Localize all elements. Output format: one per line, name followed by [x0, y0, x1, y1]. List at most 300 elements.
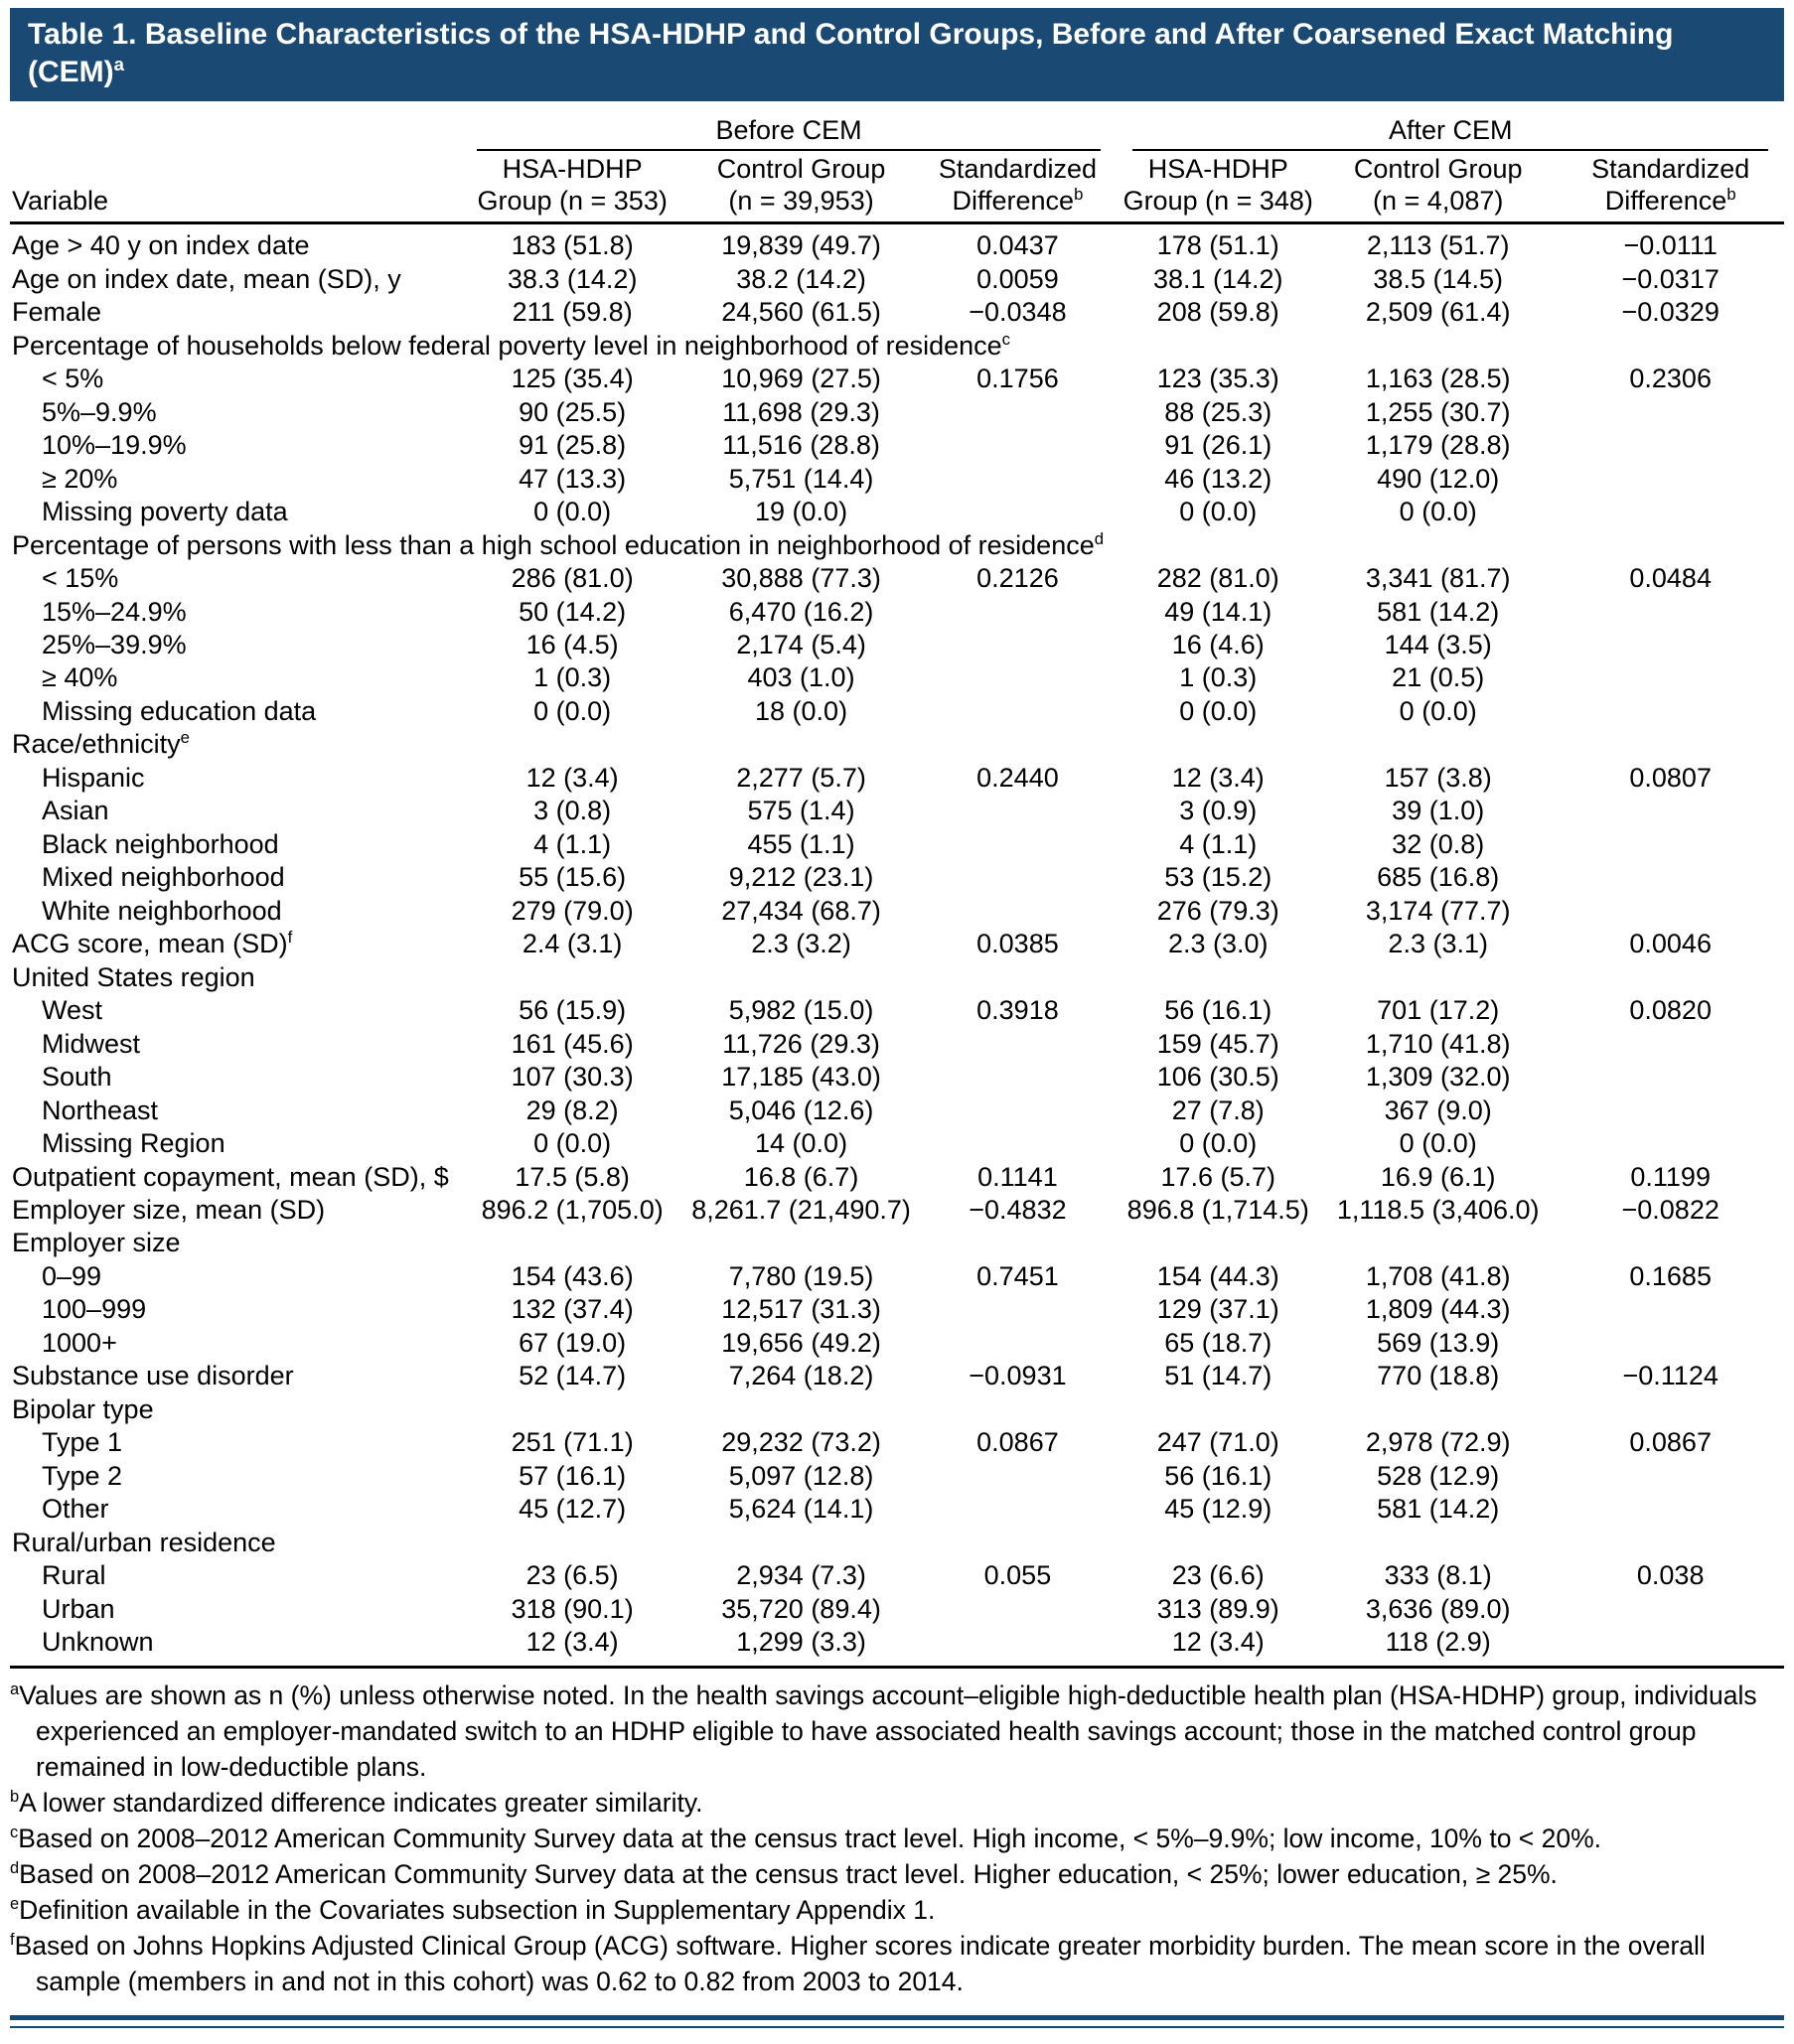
- table-row: [10, 296, 1784, 329]
- variable-cell: 25%–39.9%: [42, 630, 187, 659]
- value-cell: 4 (1.1): [1179, 828, 1258, 859]
- header-line: Control Group: [1353, 153, 1523, 184]
- footnote-marker: c: [1001, 329, 1011, 349]
- table-row: [10, 1161, 1784, 1194]
- value-cell: 0 (0.0): [1179, 695, 1258, 726]
- col-header-hsa-hdhp-after: [1117, 151, 1319, 223]
- value-cell: [1557, 1493, 1784, 1526]
- value-cell: 17.5 (5.8): [515, 1161, 630, 1192]
- table-row: [10, 596, 1784, 629]
- variable-cell: ≥ 20%: [42, 463, 118, 494]
- value-cell: 247 (71.0): [1156, 1427, 1279, 1458]
- table-row: [10, 762, 1784, 795]
- value-cell: 129 (37.1): [1156, 1294, 1279, 1325]
- value-cell: 2,113 (51.7): [1366, 230, 1510, 261]
- value-cell: 35,720 (89.4): [721, 1593, 881, 1624]
- value-cell: 106 (30.5): [1156, 1062, 1279, 1093]
- variable-cell: Female: [12, 297, 102, 328]
- header-line: HSA-HDHP: [1147, 153, 1288, 184]
- footnote: $^a$Values are shown as n (%) unless otherwise noted. In the health savings account–eligible high-deductible health plan (HSA-HDHP) group, individuals experienced an employer-mandated switch to an HDHP eligible to have associated health savings account; those in the matched control group remained in low-deductible plans.: [10, 1679, 1757, 1782]
- value-cell: 125 (35.4): [511, 364, 634, 394]
- value-cell: 4 (1.1): [533, 828, 612, 859]
- variable-cell: Age > 40 y on index date: [12, 230, 310, 261]
- value-cell: 2.3 (3.1): [1388, 929, 1488, 959]
- table-row: [10, 1327, 1784, 1360]
- variable-cell: 15%–24.9%: [42, 596, 187, 627]
- table-row: [10, 396, 1784, 429]
- variable-cell: 100–999: [42, 1294, 147, 1325]
- footnote-marker: e: [10, 1894, 20, 1913]
- value-cell: 7,780 (19.5): [728, 1260, 874, 1291]
- table-row: [10, 1028, 1784, 1061]
- value-cell: 0.7451: [976, 1260, 1059, 1291]
- value-cell: 5,982 (15.0): [728, 995, 874, 1026]
- value-cell: 0.0820: [1629, 995, 1712, 1026]
- value-cell: 367 (9.0): [1384, 1095, 1492, 1125]
- value-cell: [1557, 596, 1784, 629]
- value-cell: [918, 396, 1117, 429]
- variable-cell: Urban: [42, 1593, 115, 1624]
- value-cell: [1557, 861, 1784, 894]
- header-line: Standardized: [1591, 153, 1750, 184]
- variable-cell: Outpatient copayment, mean (SD), $: [12, 1161, 449, 1192]
- header-line: Standardized: [938, 153, 1097, 184]
- value-cell: [918, 861, 1117, 894]
- value-cell: 12 (3.4): [1171, 762, 1265, 793]
- table-title: Table 1. Baseline Characteristics of the HSA-HDHP and Control Groups, Before and After Coarsened Exact Matching (CEM): [28, 18, 1674, 88]
- value-cell: 38.1 (14.2): [1152, 263, 1283, 294]
- value-cell: 0 (0.0): [1399, 497, 1477, 527]
- value-cell: 1 (0.3): [533, 662, 612, 693]
- col-header-control-before: [684, 151, 919, 223]
- value-cell: 0 (0.0): [533, 695, 612, 726]
- value-cell: [918, 895, 1117, 928]
- col-header-std-diff-after: [1557, 151, 1784, 223]
- value-cell: [1557, 1593, 1784, 1626]
- value-cell: [1557, 695, 1784, 728]
- table-row: [10, 1095, 1784, 1127]
- value-cell: 0.038: [1636, 1560, 1705, 1591]
- table-row: [10, 928, 1784, 960]
- value-cell: 11,698 (29.3): [722, 396, 880, 427]
- value-cell: 0.055: [983, 1560, 1052, 1591]
- value-cell: [918, 1095, 1117, 1127]
- value-cell: [1557, 396, 1784, 429]
- value-cell: [1557, 1293, 1784, 1326]
- variable-cell: Missing poverty data: [42, 497, 288, 527]
- value-cell: −0.0329: [1621, 297, 1719, 328]
- footnote-marker: f: [10, 1930, 15, 1949]
- value-cell: 29 (8.2): [525, 1095, 619, 1125]
- value-cell: 0 (0.0): [1399, 1128, 1477, 1159]
- value-cell: 3,174 (77.7): [1365, 895, 1511, 926]
- section-row: [10, 330, 1784, 363]
- value-cell: [1557, 496, 1784, 528]
- footnote-marker: b: [1074, 184, 1084, 204]
- value-cell: 896.8 (1,714.5): [1126, 1194, 1309, 1225]
- value-cell: 1,118.5 (3,406.0): [1336, 1194, 1540, 1225]
- footnote: $^c$Based on 2008–2012 American Community Survey data at the census tract level. High income, < 5%–9.9%; low income, 10% to < 20%.: [10, 1823, 1602, 1853]
- variable-cell: Missing education data: [42, 695, 317, 726]
- variable-cell: 0–99: [42, 1260, 102, 1291]
- variable-cell: 5%–9.9%: [42, 396, 157, 427]
- value-cell: [1557, 429, 1784, 462]
- value-cell: [918, 1061, 1117, 1094]
- value-cell: 12 (3.4): [1171, 1627, 1265, 1658]
- header-line: (n = 4,087): [1373, 185, 1504, 216]
- footnote-marker: a: [10, 1679, 20, 1698]
- value-cell: 0 (0.0): [1179, 497, 1258, 527]
- table-row: [10, 429, 1784, 462]
- value-cell: 32 (0.8): [1392, 828, 1485, 859]
- value-cell: 10,969 (27.5): [721, 364, 881, 394]
- footnote-marker: b: [10, 1787, 20, 1806]
- value-cell: 178 (51.1): [1156, 230, 1279, 261]
- value-cell: 1,179 (28.8): [1365, 430, 1511, 461]
- value-cell: [918, 1293, 1117, 1326]
- table-row: [10, 1493, 1784, 1526]
- value-cell: 1 (0.3): [1179, 662, 1258, 693]
- value-cell: [1557, 1127, 1784, 1160]
- variable-cell: Asian: [42, 796, 109, 826]
- value-cell: 1,809 (44.3): [1365, 1294, 1511, 1325]
- variable-cell: Rural: [42, 1560, 106, 1591]
- baseline-characteristics-table: [10, 113, 1784, 1666]
- value-cell: 0.1756: [976, 364, 1059, 394]
- value-cell: 52 (14.7): [519, 1361, 627, 1391]
- value-cell: 211 (59.8): [512, 297, 633, 328]
- value-cell: 490 (12.0): [1377, 463, 1500, 494]
- value-cell: [918, 1493, 1117, 1526]
- value-cell: [1557, 463, 1784, 496]
- value-cell: 0.0385: [976, 929, 1059, 959]
- value-cell: 49 (14.1): [1164, 596, 1272, 627]
- col-header-control-after: [1319, 151, 1557, 223]
- value-cell: 3,636 (89.0): [1365, 1593, 1511, 1624]
- variable-cell: < 5%: [42, 364, 104, 394]
- value-cell: 251 (71.1): [511, 1427, 634, 1458]
- footnote-marker: d: [1094, 528, 1105, 548]
- value-cell: 161 (45.6): [511, 1028, 634, 1059]
- value-cell: 3 (0.8): [533, 796, 612, 826]
- section-row: [10, 728, 1784, 761]
- value-cell: 1,309 (32.0): [1365, 1062, 1511, 1093]
- table-row: [10, 363, 1784, 395]
- value-cell: 569 (13.9): [1377, 1327, 1500, 1358]
- table-row: [10, 1426, 1784, 1459]
- value-cell: 53 (15.2): [1164, 862, 1272, 893]
- value-cell: 50 (14.2): [519, 596, 627, 627]
- table-row: [10, 661, 1784, 694]
- value-cell: 0.0867: [976, 1427, 1059, 1458]
- table-row: [10, 1559, 1784, 1592]
- value-cell: [1557, 828, 1784, 861]
- value-cell: [918, 1593, 1117, 1626]
- value-cell: 3,341 (81.7): [1365, 563, 1511, 594]
- value-cell: 2,509 (61.4): [1365, 297, 1511, 328]
- value-cell: [1557, 1028, 1784, 1061]
- value-cell: 56 (16.1): [1164, 995, 1272, 1026]
- value-cell: 0.2306: [1629, 364, 1712, 394]
- table-body: [10, 223, 1784, 1666]
- value-cell: 0.0484: [1629, 563, 1712, 594]
- table-row: [10, 861, 1784, 894]
- value-cell: 0.3918: [976, 995, 1059, 1026]
- value-cell: [918, 795, 1117, 827]
- value-cell: 5,624 (14.1): [728, 1494, 874, 1525]
- value-cell: 17.6 (5.7): [1160, 1161, 1276, 1192]
- value-cell: 16.8 (6.7): [743, 1161, 859, 1192]
- variable-cell: Mixed neighborhood: [42, 862, 285, 893]
- value-cell: 7,264 (18.2): [728, 1361, 874, 1391]
- value-cell: [918, 1028, 1117, 1061]
- variable-column-header: Variable: [10, 151, 461, 223]
- value-cell: 2.4 (3.1): [522, 929, 623, 959]
- value-cell: 282 (81.0): [1156, 563, 1279, 594]
- value-cell: 313 (89.9): [1156, 1593, 1279, 1624]
- before-cem-label: Before CEM: [477, 115, 1102, 151]
- value-cell: 0 (0.0): [1399, 695, 1477, 726]
- header-line: Group (n = 348): [1122, 185, 1313, 216]
- value-cell: 90 (25.5): [519, 396, 627, 427]
- value-cell: [918, 661, 1117, 694]
- section-label: Rural/urban residence: [12, 1527, 276, 1557]
- value-cell: 154 (44.3): [1156, 1260, 1279, 1291]
- variable-cell: Missing Region: [42, 1128, 225, 1159]
- header-line: Difference: [952, 185, 1075, 216]
- value-cell: 2.3 (3.0): [1167, 929, 1269, 959]
- value-cell: 0.1141: [977, 1161, 1058, 1192]
- value-cell: 46 (13.2): [1164, 463, 1272, 494]
- variable-cell: South: [42, 1062, 112, 1093]
- value-cell: 19,839 (49.7): [721, 230, 881, 261]
- footnote: $^f$Based on Johns Hopkins Adjusted Clinical Group (ACG) software. Higher scores indicate greater morbidity burden. The mean score in the overall sample (members in and not in this cohort) was 0.62 to 0.82 from 2003 to 2014.: [10, 1930, 1706, 1996]
- value-cell: 5,046 (12.6): [728, 1095, 874, 1125]
- variable-cell: Employer size, mean (SD): [12, 1194, 326, 1225]
- header-line: (n = 39,953): [728, 185, 874, 216]
- value-cell: 455 (1.1): [747, 828, 855, 859]
- table-row: [10, 629, 1784, 661]
- footnotes: [10, 1666, 1784, 1999]
- value-cell: 11,726 (29.3): [722, 1028, 880, 1059]
- table-row: [10, 562, 1784, 595]
- section-label: United States region: [12, 961, 255, 992]
- header-line: Difference: [1604, 185, 1727, 216]
- footnote-marker: f: [287, 928, 293, 948]
- table-header: [10, 113, 1784, 223]
- table-row: [10, 828, 1784, 861]
- value-cell: 57 (16.1): [519, 1460, 627, 1491]
- value-cell: 47 (13.3): [519, 463, 627, 494]
- value-cell: 91 (25.8): [519, 430, 627, 461]
- table-row: [10, 695, 1784, 728]
- value-cell: 279 (79.0): [511, 895, 634, 926]
- value-cell: 701 (17.2): [1377, 995, 1500, 1026]
- value-cell: 16 (4.5): [525, 630, 619, 659]
- value-cell: 144 (3.5): [1384, 630, 1492, 659]
- after-cem-group-header: [1117, 113, 1784, 151]
- table-row: [10, 1593, 1784, 1626]
- table-row: [10, 994, 1784, 1027]
- value-cell: 12 (3.4): [525, 762, 619, 793]
- footnote: $^d$Based on 2008–2012 American Community Survey data at the census tract level. Higher education, < 25%; lower education, ≥ 25%.: [10, 1858, 1558, 1889]
- value-cell: 276 (79.3): [1156, 895, 1279, 926]
- section-row: [10, 529, 1784, 562]
- value-cell: −0.0822: [1621, 1194, 1719, 1225]
- value-cell: 19,656 (49.2): [721, 1327, 881, 1358]
- value-cell: [918, 1460, 1117, 1493]
- value-cell: 27,434 (68.7): [721, 895, 881, 926]
- variable-cell: 1000+: [42, 1327, 117, 1358]
- value-cell: [1557, 1095, 1784, 1127]
- value-cell: 17,185 (43.0): [721, 1062, 881, 1093]
- value-cell: [918, 429, 1117, 462]
- table-title-superscript: a: [113, 53, 124, 74]
- variable-cell: Type 1: [42, 1427, 123, 1458]
- value-cell: 528 (12.9): [1377, 1460, 1500, 1491]
- value-cell: [918, 1626, 1117, 1665]
- value-cell: 403 (1.0): [747, 662, 855, 693]
- header-line: Control Group: [716, 153, 886, 184]
- value-cell: 56 (16.1): [1164, 1460, 1272, 1491]
- value-cell: −0.1124: [1622, 1361, 1719, 1391]
- footnote-marker: d: [10, 1858, 20, 1877]
- variable-cell: Black neighborhood: [42, 828, 279, 859]
- variable-cell: 10%–19.9%: [42, 430, 187, 461]
- value-cell: 0.1685: [1629, 1260, 1712, 1291]
- value-cell: −0.0317: [1621, 263, 1719, 294]
- table-row: [10, 1194, 1784, 1227]
- value-cell: 318 (90.1): [511, 1593, 634, 1624]
- value-cell: [918, 496, 1117, 528]
- value-cell: 0.0059: [976, 263, 1059, 294]
- table-row: [10, 1626, 1784, 1665]
- bottom-rule-thin: [10, 2026, 1784, 2028]
- value-cell: 14 (0.0): [755, 1128, 848, 1159]
- value-cell: 0 (0.0): [1179, 1128, 1258, 1159]
- value-cell: [918, 695, 1117, 728]
- value-cell: 333 (8.1): [1384, 1560, 1492, 1591]
- section-row: [10, 1227, 1784, 1259]
- group-header-spacer: [10, 113, 461, 151]
- value-cell: 581 (14.2): [1377, 1494, 1500, 1525]
- value-cell: 2,978 (72.9): [1365, 1427, 1511, 1458]
- table-title-bar: [10, 8, 1784, 101]
- value-cell: −0.4832: [969, 1194, 1067, 1225]
- value-cell: 38.3 (14.2): [507, 263, 638, 294]
- value-cell: 2.3 (3.2): [751, 929, 851, 959]
- value-cell: 16 (4.6): [1171, 630, 1265, 659]
- value-cell: [1557, 795, 1784, 827]
- value-cell: 88 (25.3): [1164, 396, 1272, 427]
- value-cell: 38.5 (14.5): [1373, 263, 1503, 294]
- variable-cell: Unknown: [42, 1627, 154, 1658]
- value-cell: [1557, 1460, 1784, 1493]
- footnote: $^b$A lower standardized difference indicates greater similarity.: [10, 1787, 703, 1818]
- value-cell: 0.2440: [976, 762, 1059, 793]
- value-cell: 19 (0.0): [755, 497, 848, 527]
- value-cell: 3 (0.9): [1179, 796, 1258, 826]
- value-cell: 21 (0.5): [1392, 662, 1485, 693]
- value-cell: 0.2126: [976, 563, 1059, 594]
- value-cell: 2,174 (5.4): [736, 630, 866, 659]
- variable-cell: Substance use disorder: [12, 1361, 294, 1391]
- value-cell: 5,751 (14.4): [728, 463, 874, 494]
- value-cell: 0 (0.0): [533, 497, 612, 527]
- value-cell: 65 (18.7): [1164, 1327, 1272, 1358]
- value-cell: 23 (6.6): [1171, 1560, 1265, 1591]
- value-cell: −0.0348: [969, 297, 1067, 328]
- variable-cell: Age on index date, mean (SD), y: [12, 263, 401, 294]
- value-cell: 123 (35.3): [1156, 364, 1279, 394]
- value-cell: 55 (15.6): [519, 862, 627, 893]
- value-cell: 51 (14.7): [1164, 1361, 1272, 1391]
- value-cell: [918, 1127, 1117, 1160]
- bottom-rule-thick: [10, 2015, 1784, 2020]
- value-cell: −0.0111: [1623, 230, 1718, 261]
- value-cell: 118 (2.9): [1385, 1627, 1491, 1658]
- value-cell: [1557, 895, 1784, 928]
- value-cell: 159 (45.7): [1156, 1028, 1279, 1059]
- value-cell: [1557, 661, 1784, 694]
- value-cell: 107 (30.3): [511, 1062, 634, 1093]
- value-cell: 5,097 (12.8): [728, 1460, 874, 1491]
- value-cell: 45 (12.9): [1164, 1494, 1272, 1525]
- value-cell: 208 (59.8): [1156, 297, 1279, 328]
- variable-cell: ACG score, mean (SD)$^f$: [12, 928, 293, 959]
- column-header-row: [10, 151, 1784, 223]
- table-row: [10, 463, 1784, 496]
- value-cell: 575 (1.4): [747, 796, 855, 826]
- variable-cell: Northeast: [42, 1095, 159, 1125]
- value-cell: 6,470 (16.2): [728, 596, 874, 627]
- value-cell: 11,516 (28.8): [722, 430, 880, 461]
- variable-cell: Hispanic: [42, 762, 145, 793]
- table-row: [10, 223, 1784, 263]
- footnote-marker: b: [1726, 184, 1736, 204]
- value-cell: 30,888 (77.3): [721, 563, 881, 594]
- value-cell: 896.2 (1,705.0): [481, 1194, 664, 1225]
- value-cell: 38.2 (14.2): [736, 263, 866, 294]
- value-cell: 0.0437: [976, 230, 1059, 261]
- value-cell: 581 (14.2): [1377, 596, 1500, 627]
- value-cell: 2,934 (7.3): [736, 1560, 866, 1591]
- table-row: [10, 1293, 1784, 1326]
- value-cell: 0.1199: [1630, 1161, 1711, 1192]
- value-cell: 154 (43.6): [511, 1260, 634, 1291]
- value-cell: 0.0807: [1629, 762, 1712, 793]
- variable-cell: < 15%: [42, 563, 119, 594]
- after-cem-label: After CEM: [1132, 115, 1768, 151]
- value-cell: 0 (0.0): [533, 1128, 612, 1159]
- value-cell: −0.0931: [969, 1361, 1067, 1391]
- footnote-marker: c: [10, 1823, 19, 1841]
- value-cell: 132 (37.4): [511, 1294, 634, 1325]
- variable-cell: Type 2: [42, 1460, 123, 1491]
- value-cell: 770 (18.8): [1377, 1361, 1500, 1391]
- value-cell: 2,277 (5.7): [736, 762, 866, 793]
- section-row: [10, 1527, 1784, 1559]
- section-row: [10, 1393, 1784, 1426]
- section-label: Employer size: [12, 1228, 181, 1258]
- value-cell: 1,255 (30.7): [1365, 396, 1511, 427]
- value-cell: [1557, 629, 1784, 661]
- before-cem-group-header: [461, 113, 1118, 151]
- value-cell: [918, 463, 1117, 496]
- value-cell: [918, 828, 1117, 861]
- value-cell: 91 (26.1): [1164, 430, 1272, 461]
- value-cell: 67 (19.0): [519, 1327, 627, 1358]
